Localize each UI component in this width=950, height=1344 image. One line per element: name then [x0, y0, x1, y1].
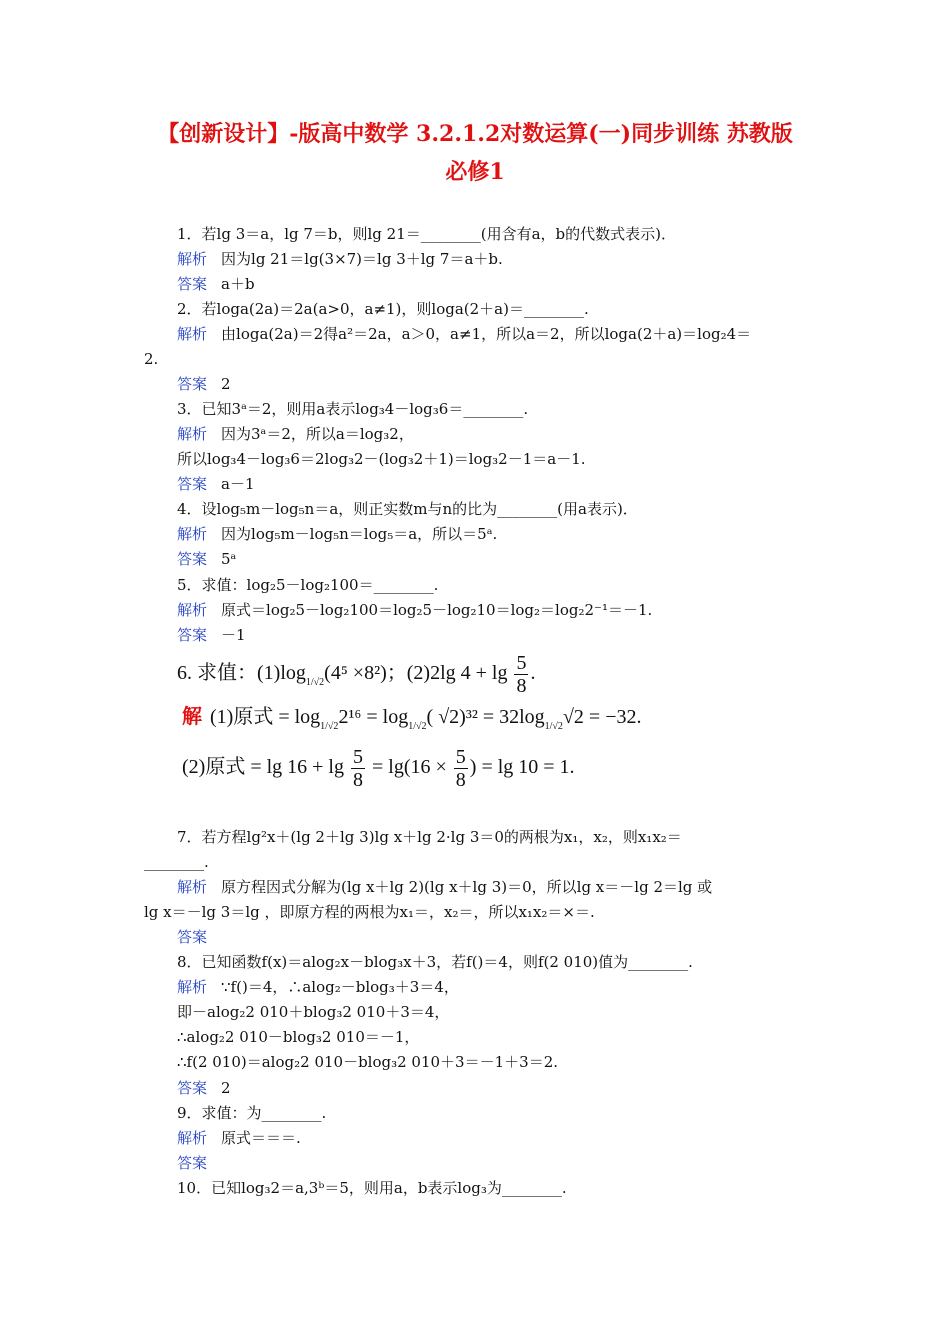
q6-fraction: [514, 652, 528, 697]
sol2-end: ) = lg 10 = 1.: [469, 756, 575, 779]
answer-9: [177, 1153, 221, 1173]
q6-frac-num: 5: [516, 652, 527, 674]
sol2-fraction-2: [454, 746, 468, 791]
answer-label: 答案: [177, 275, 208, 293]
answer-2: [177, 374, 231, 394]
analysis-9: [177, 1128, 301, 1148]
q6-frac-den: 8: [516, 675, 527, 697]
analysis-3-cont: 所以log₃4－log₃6＝2log₃2－(log₃2＋1)＝log₃2－1＝a－1.: [177, 450, 586, 468]
analysis-label: 解析: [177, 601, 208, 619]
answer-5: [177, 625, 246, 645]
answer-4: [177, 549, 236, 569]
sol1-a: 2¹⁶ = log: [338, 706, 409, 728]
sol1-base-b: 1/√2: [408, 721, 427, 732]
answer-label: 答案: [177, 928, 208, 946]
analysis-3-text: 因为3ᵃ＝2，所以a＝log₃2，: [221, 425, 414, 443]
sol2-fraction-1: [351, 746, 365, 791]
answer-2-text: 2: [221, 375, 231, 393]
q6-prefix: 6. 求值：(1)log: [177, 662, 306, 685]
analysis-label: 解析: [177, 250, 208, 268]
answer-5-text: －1: [221, 626, 246, 644]
page-title: 【创新设计】-版高中数学 3.2.1.2对数运算(一)同步训练 苏教版: [157, 121, 793, 147]
question-5: 5．求值：log₂5－log₂100＝________.: [177, 576, 439, 594]
analysis-2-cont: 2.: [144, 350, 159, 368]
sol1-base-c: 1/√2: [544, 721, 563, 732]
analysis-7: [177, 877, 712, 897]
sol2-frac1-num: 5: [353, 746, 363, 768]
question-10: 10．已知log₃2＝a,3ᵇ＝5，则用a，b表示log₃为________.: [177, 1179, 567, 1197]
analysis-label: 解析: [177, 525, 208, 543]
analysis-2: [177, 324, 751, 344]
analysis-3: [177, 424, 414, 444]
analysis-8-line4: ∴f(2 010)＝alog₂2 010－blog₃2 010＋3＝－1＋3＝2.: [177, 1053, 558, 1071]
q6-part2: ；(2)2lg 4 + lg: [386, 662, 508, 685]
question-9: 9．求值：为________.: [177, 1104, 327, 1122]
question-2: 2．若loga(2a)＝2a(a>0，a≠1)，则loga(2＋a)＝________.: [177, 300, 589, 318]
answer-8: [177, 1078, 231, 1098]
question-8: 8．已知函数f(x)＝alog₂x－blog₃x＋3，若f()＝4，则f(2 010)值为________.: [177, 953, 693, 971]
sol1-base-a: 1/√2: [320, 721, 339, 732]
analysis-5-text: 原式＝log₂5－log₂100＝log₂5－log₂10＝log₂＝log₂2⁻¹＝－1.: [221, 601, 653, 619]
answer-3: [177, 474, 255, 494]
sol1-b: ( √2)³² = 32log: [426, 706, 545, 728]
question-1: 1．若lg 3＝a，lg 7＝b，则lg 21＝________(用含有a，b的代数式表示)．: [177, 225, 677, 243]
analysis-label: 解析: [177, 425, 208, 443]
q6-arg: (4⁵ ×8²): [324, 662, 387, 685]
sol2-frac2-den: 8: [455, 769, 466, 791]
analysis-8-line3: ∴alog₂2 010－blog₃2 010＝－1，: [177, 1028, 420, 1046]
question-3: 3．已知3ᵃ＝2，则用a表示log₃4－log₃6＝________.: [177, 400, 529, 418]
q6-base: 1/√2: [305, 677, 325, 689]
analysis-label: 解析: [177, 1129, 208, 1147]
question-7: 7．若方程lg²x＋(lg 2＋lg 3)lg x＋lg 2·lg 3＝0的两根为x₁，x₂，则x₁x₂＝: [177, 828, 682, 846]
analysis-8-text: ∵f()＝4，∴alog₂－blog₃＋3＝4，: [221, 978, 459, 996]
answer-8-text: 2: [221, 1079, 231, 1097]
analysis-label: 解析: [177, 978, 208, 996]
sol1-prefix: (1)原式 = log: [210, 706, 321, 728]
question-6: [177, 652, 535, 697]
sol2-frac1-den: 8: [353, 769, 363, 791]
analysis-8: [177, 977, 459, 997]
answer-1: [177, 274, 255, 294]
answer-label: 答案: [177, 626, 208, 644]
analysis-4-text: 因为log₅m－log₅n＝log₅＝a，所以＝5ᵃ.: [221, 525, 498, 543]
analysis-8-line2: 即－alog₂2 010＋blog₃2 010＋3＝4，: [177, 1003, 450, 1021]
analysis-4: [177, 524, 497, 544]
analysis-7-cont: lg x＝－lg 3＝lg ，即原方程的两根为x₁＝，x₂＝，所以x₁x₂＝×＝.: [144, 903, 595, 921]
analysis-9-text: 原式＝＝＝.: [221, 1129, 301, 1147]
question-7-cont: ________.: [144, 853, 209, 871]
answer-label: 答案: [177, 550, 208, 568]
analysis-1: [177, 249, 503, 269]
answer-4-text: 5ᵃ: [221, 550, 237, 568]
solution-6-part2: [182, 746, 575, 791]
solution-label: 解: [182, 706, 202, 728]
sol2-prefix: (2)原式 = lg 16 + lg: [182, 756, 344, 779]
analysis-7-text: 原方程因式分解为(lg x＋lg 2)(lg x＋lg 3)＝0，所以lg x＝－lg 2＝lg 或: [221, 878, 713, 896]
answer-label: 答案: [177, 375, 208, 393]
analysis-5: [177, 600, 652, 620]
analysis-2-text: 由loga(2a)＝2得a²＝2a，a＞0，a≠1，所以a＝2，所以loga(2＋a)＝log₂4＝: [221, 325, 752, 343]
page-title-line2: 必修1: [445, 159, 505, 185]
answer-3-text: a－1: [221, 475, 255, 493]
question-4: 4．设log₅m－log₅n＝a，则正实数m与n的比为________(用a表示)．: [177, 500, 638, 518]
answer-label: 答案: [177, 1154, 208, 1172]
analysis-1-text: 因为lg 21＝lg(3×7)＝lg 3＋lg 7＝a＋b.: [221, 250, 503, 268]
sol2-mid: = lg(16 ×: [372, 756, 447, 779]
answer-label: 答案: [177, 475, 208, 493]
answer-1-text: a＋b: [221, 275, 255, 293]
analysis-label: 解析: [177, 878, 208, 896]
solution-6-part1: [182, 704, 641, 740]
analysis-label: 解析: [177, 325, 208, 343]
answer-label: 答案: [177, 1079, 208, 1097]
sol1-c: √2 = −32.: [562, 706, 642, 728]
sol2-frac2-num: 5: [455, 746, 466, 768]
q6-end: .: [530, 662, 536, 685]
answer-7: [177, 927, 221, 947]
